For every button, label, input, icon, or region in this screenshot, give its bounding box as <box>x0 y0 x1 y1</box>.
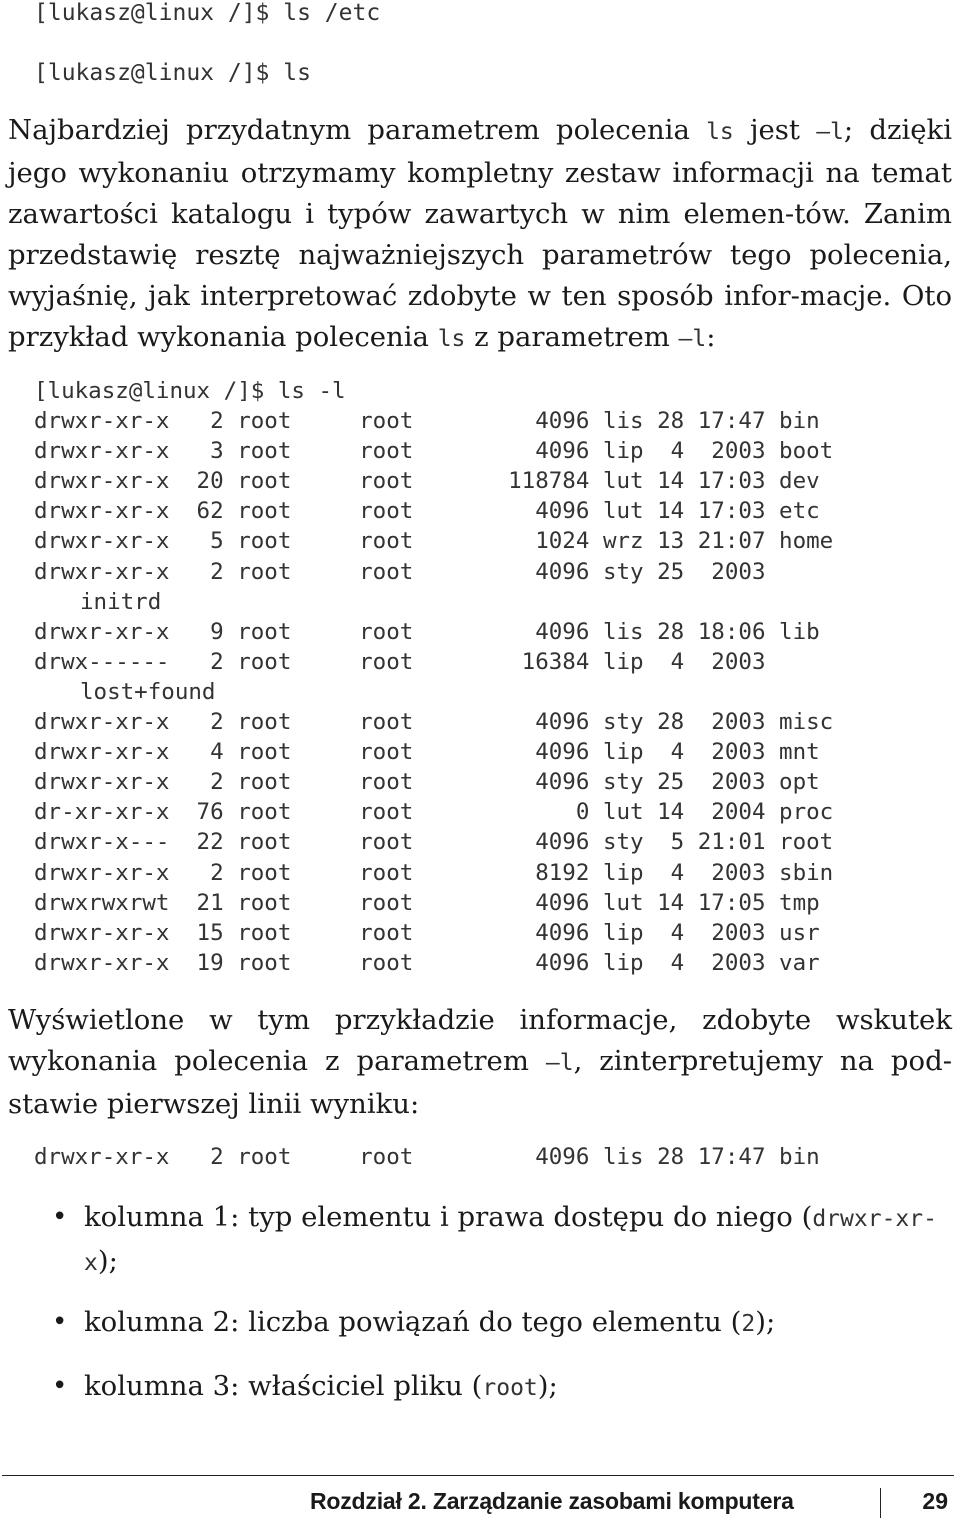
listing-row: drwxrwxrwt 21 root root 4096 lut 14 17:05 tmp <box>34 889 820 916</box>
para-text: ; dzięki jego wykonaniu otrzymamy kompletny zestaw informacji na temat zawartości katalogu i typów zawartych w nim elemen-tów. Zanim przedstawię resztę najważniejszych parametrów tego polecenia, wyjaśnię, jak interpretować zdobyte w ten sposób infor-macje. Oto przykład wykonania polecenia <box>8 114 952 353</box>
listing-row: drwxr-xr-x 2 root root 4096 sty 25 2003 opt <box>34 769 820 796</box>
listing-row: drwxr-xr-x 15 root root 4096 lip 4 2003 usr <box>34 919 820 946</box>
listing-row: drwxr-xr-x 3 root root 4096 lip 4 2003 boot <box>34 438 834 465</box>
list-item <box>0 1196 952 1280</box>
item-text: ); <box>97 1245 118 1277</box>
listing-row: drwxr-xr-x 2 root root 4096 lis 28 17:47 bin <box>34 408 820 435</box>
para-text: Wyświetlone w tym przykładzie informacje, zdobyte wskutek wykonania polecenia z parametrem <box>8 1004 952 1077</box>
para-text: : <box>706 321 716 353</box>
footer-separator <box>880 1488 881 1518</box>
inline-code: 2 <box>741 1311 756 1337</box>
inline-code: ls <box>437 326 466 352</box>
para-text: , zinterpretujemy na pod-stawie pierwszej linii wyniku: <box>8 1045 952 1120</box>
listing-row-continuation: initrd <box>80 588 162 615</box>
item-text: ); <box>755 1306 776 1338</box>
bullet-icon: • <box>52 1307 68 1337</box>
list-item <box>0 1301 952 1343</box>
listing-row: drwxr-xr-x 9 root root 4096 lis 28 18:06 lib <box>34 618 820 645</box>
bullet-icon: • <box>52 1371 68 1401</box>
listing-row-continuation: lost+found <box>80 678 216 705</box>
chapter-title: Rozdział 2. Zarządzanie zasobami komputera <box>310 1488 794 1514</box>
para-text: jest <box>733 114 817 146</box>
listing-row: drwxr-xr-x 20 root root 118784 lut 14 17:03 dev <box>34 468 820 495</box>
bullet-icon: • <box>52 1202 68 1232</box>
sample-listing-line: drwxr-xr-x 2 root root 4096 lis 28 17:47 bin <box>34 1144 820 1170</box>
para-text: z parametrem <box>465 321 679 353</box>
inline-code: drwxr-xr-x <box>84 1206 937 1276</box>
listing-row: drwxr-xr-x 62 root root 4096 lut 14 17:03 etc <box>34 498 820 525</box>
listing-row: dr-xr-xr-x 76 root root 0 lut 14 2004 proc <box>34 799 834 826</box>
page-footer <box>310 1484 952 1520</box>
list-item <box>0 1365 952 1409</box>
listing-row: drwxr-xr-x 5 root root 1024 wrz 13 21:07 home <box>34 528 834 555</box>
listing-row: drwxr-xr-x 2 root root 8192 lip 4 2003 sbin <box>34 859 834 886</box>
page-number: 29 <box>922 1488 948 1514</box>
interpretation-paragraph <box>8 1000 952 1125</box>
inline-code: –l <box>678 326 707 352</box>
footer-divider <box>2 1475 954 1476</box>
item-text: kolumna 3: właściciel pliku ( <box>84 1370 483 1402</box>
item-text: ); <box>537 1370 558 1402</box>
item-text: kolumna 1: typ elementu i prawa dostępu do niego ( <box>84 1201 813 1233</box>
intro-paragraph <box>8 110 952 360</box>
inline-code: –l <box>545 1050 574 1076</box>
listing-row: drwx------ 2 root root 16384 lip 4 2003 <box>34 648 766 675</box>
inline-code: ls <box>706 119 734 145</box>
listing-row: drwxr-xr-x 4 root root 4096 lip 4 2003 mnt <box>34 739 820 766</box>
listing-row: drwxr-xr-x 19 root root 4096 lip 4 2003 var <box>34 949 820 976</box>
command-ls-etc: [lukasz@linux /]$ ls /etc <box>34 0 381 26</box>
inline-code: –l <box>816 119 844 145</box>
column-description-list <box>0 1196 952 1409</box>
command-ls: [lukasz@linux /]$ ls <box>34 60 311 86</box>
para-text: Najbardziej przydatnym parametrem polecenia <box>8 114 707 146</box>
item-text: kolumna 2: liczba powiązań do tego elementu ( <box>84 1306 742 1338</box>
inline-code: root <box>482 1375 538 1401</box>
listing-prompt: [lukasz@linux /]$ ls -l <box>34 378 346 404</box>
listing-row: drwxr-x--- 22 root root 4096 sty 5 21:01 root <box>34 829 834 856</box>
ls-l-listing <box>34 376 833 978</box>
listing-row: drwxr-xr-x 2 root root 4096 sty 28 2003 misc <box>34 709 834 736</box>
listing-row: drwxr-xr-x 2 root root 4096 sty 25 2003 <box>34 558 766 585</box>
